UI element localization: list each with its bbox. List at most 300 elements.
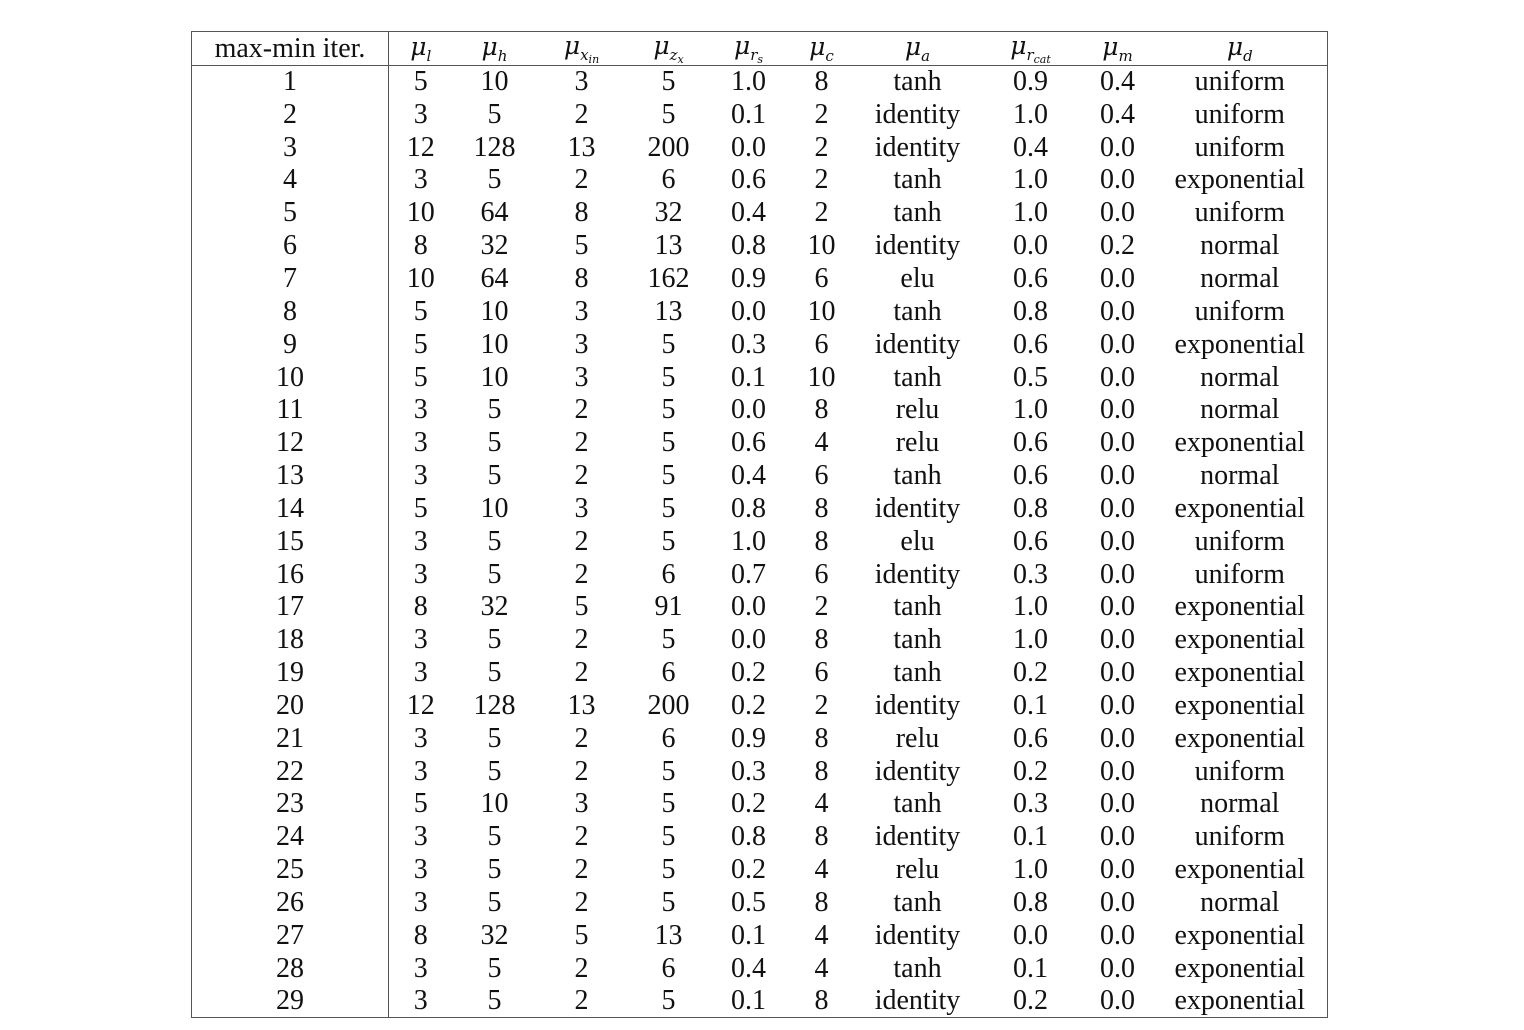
symbol-base: μ xyxy=(653,31,670,60)
table-row xyxy=(192,624,1328,657)
cell-mu-c: 8 xyxy=(814,985,829,1017)
cell-mu-a: identity xyxy=(874,689,961,721)
cell-mu-m: 0.0 xyxy=(1100,492,1135,524)
cell-mu-d: uniform xyxy=(1194,755,1285,787)
cell-mu-a: identity xyxy=(874,492,961,524)
math-symbol xyxy=(1102,32,1133,65)
cell-mu-r-s: 1.0 xyxy=(731,66,766,98)
cell-mu-h: 5 xyxy=(487,558,502,590)
symbol-base: μ xyxy=(481,32,498,61)
math-symbol xyxy=(809,32,834,65)
cell-mu-m: 0.0 xyxy=(1100,985,1135,1017)
cell-mu-l: 3 xyxy=(413,558,428,590)
hyperparameter-table xyxy=(191,31,1328,1018)
cell-mu-r-cat: 0.6 xyxy=(1013,525,1048,557)
symbol-sub-subscript: cat xyxy=(1033,53,1051,66)
cell-mu-c: 8 xyxy=(814,624,829,656)
cell-mu-c: 8 xyxy=(814,722,829,754)
cell-mu-l: 5 xyxy=(413,788,428,820)
cell-mu-l: 3 xyxy=(413,952,428,984)
cell-mu-a: identity xyxy=(874,131,961,163)
cell-mu-c: 10 xyxy=(807,230,836,262)
cell-mu-x-in: 2 xyxy=(574,821,589,853)
cell-mu-a: relu xyxy=(895,722,940,754)
cell-iter: 27 xyxy=(192,919,389,952)
cell-mu-m: 0.0 xyxy=(1100,755,1135,787)
column-header-label: max-min iter. xyxy=(214,32,366,64)
cell-mu-z-x: 5 xyxy=(661,427,676,459)
cell-mu-d: exponential xyxy=(1174,657,1306,689)
cell-mu-r-cat: 0.6 xyxy=(1013,328,1048,360)
cell-mu-h: 10 xyxy=(480,66,509,98)
cell-mu-h: 5 xyxy=(487,657,502,689)
cell-mu-a: tanh xyxy=(893,624,942,656)
cell-iter: 19 xyxy=(192,657,389,690)
cell-mu-z-x: 5 xyxy=(661,755,676,787)
cell-mu-r-cat: 1.0 xyxy=(1013,394,1048,426)
cell-mu-r-cat: 1.0 xyxy=(1013,197,1048,229)
cell-iter: 24 xyxy=(192,821,389,854)
cell-iter: 16 xyxy=(192,558,389,591)
cell-mu-z-x: 91 xyxy=(654,591,683,623)
cell-mu-a: tanh xyxy=(893,591,942,623)
cell-mu-c: 8 xyxy=(814,887,829,919)
cell-mu-a: identity xyxy=(874,821,961,853)
cell-mu-z-x: 13 xyxy=(654,295,683,327)
cell-mu-x-in: 2 xyxy=(574,854,589,886)
cell-mu-l: 12 xyxy=(406,689,435,721)
cell-mu-l: 3 xyxy=(413,755,428,787)
cell-mu-m: 0.0 xyxy=(1100,328,1135,360)
cell-iter: 20 xyxy=(192,690,389,723)
cell-mu-a: identity xyxy=(874,98,961,130)
cell-mu-d: exponential xyxy=(1174,328,1306,360)
symbol-subscript: h xyxy=(497,47,508,65)
table-row xyxy=(192,492,1328,525)
cell-mu-z-x: 6 xyxy=(661,657,676,689)
cell-mu-r-s: 0.1 xyxy=(731,985,766,1017)
table-row xyxy=(192,361,1328,394)
cell-mu-h: 5 xyxy=(487,98,502,130)
cell-mu-z-x: 200 xyxy=(647,131,690,163)
header-row xyxy=(192,32,1328,66)
cell-mu-h: 5 xyxy=(487,952,502,984)
table-row xyxy=(192,131,1328,164)
math-symbol xyxy=(563,31,600,66)
cell-mu-z-x: 5 xyxy=(661,394,676,426)
table-row xyxy=(192,657,1328,690)
cell-mu-m: 0.0 xyxy=(1100,689,1135,721)
cell-mu-m: 0.2 xyxy=(1100,230,1135,262)
cell-mu-h: 10 xyxy=(480,328,509,360)
cell-mu-r-cat: 0.6 xyxy=(1013,262,1048,294)
cell-mu-r-s: 0.2 xyxy=(731,788,766,820)
cell-mu-x-in: 2 xyxy=(574,164,589,196)
cell-mu-d: exponential xyxy=(1174,492,1306,524)
cell-mu-d: uniform xyxy=(1194,821,1285,853)
cell-mu-d: uniform xyxy=(1194,197,1285,229)
cell-mu-m: 0.0 xyxy=(1100,131,1135,163)
cell-mu-z-x: 5 xyxy=(661,525,676,557)
cell-iter: 9 xyxy=(192,328,389,361)
cell-mu-c: 8 xyxy=(814,525,829,557)
cell-mu-x-in: 13 xyxy=(567,131,596,163)
cell-mu-r-s: 0.9 xyxy=(731,722,766,754)
cell-mu-a: tanh xyxy=(893,788,942,820)
cell-iter: 10 xyxy=(192,361,389,394)
cell-mu-r-cat: 0.2 xyxy=(1013,755,1048,787)
column-header-mu-r-s xyxy=(711,32,787,66)
cell-mu-h: 32 xyxy=(480,230,509,262)
cell-mu-h: 5 xyxy=(487,624,502,656)
cell-mu-m: 0.0 xyxy=(1100,854,1135,886)
cell-mu-r-s: 0.4 xyxy=(731,952,766,984)
cell-mu-x-in: 5 xyxy=(574,591,589,623)
cell-mu-l: 3 xyxy=(413,525,428,557)
cell-mu-h: 5 xyxy=(487,722,502,754)
cell-mu-l: 5 xyxy=(413,328,428,360)
cell-mu-a: tanh xyxy=(893,952,942,984)
cell-mu-c: 4 xyxy=(814,427,829,459)
table-row xyxy=(192,66,1328,99)
cell-mu-m: 0.0 xyxy=(1100,558,1135,590)
cell-mu-h: 10 xyxy=(480,295,509,327)
cell-mu-x-in: 3 xyxy=(574,295,589,327)
cell-mu-h: 128 xyxy=(473,131,516,163)
table-row xyxy=(192,230,1328,263)
cell-mu-r-s: 0.1 xyxy=(731,361,766,393)
cell-mu-r-s: 1.0 xyxy=(731,525,766,557)
cell-mu-r-cat: 0.6 xyxy=(1013,722,1048,754)
table-row xyxy=(192,164,1328,197)
symbol-base: μ xyxy=(1226,32,1244,61)
cell-mu-c: 6 xyxy=(814,328,829,360)
column-header-iter xyxy=(192,32,389,66)
cell-iter: 25 xyxy=(192,854,389,887)
cell-mu-z-x: 5 xyxy=(661,460,676,492)
cell-iter: 28 xyxy=(192,952,389,985)
cell-mu-r-cat: 0.6 xyxy=(1013,427,1048,459)
cell-mu-r-s: 0.6 xyxy=(731,427,766,459)
cell-mu-h: 5 xyxy=(487,985,502,1017)
math-symbol xyxy=(1226,32,1253,65)
cell-mu-d: exponential xyxy=(1174,164,1306,196)
column-header-mu-m xyxy=(1083,32,1153,66)
cell-mu-d: uniform xyxy=(1194,558,1285,590)
table-row xyxy=(192,952,1328,985)
cell-iter: 4 xyxy=(192,164,389,197)
cell-mu-z-x: 13 xyxy=(654,230,683,262)
cell-mu-m: 0.0 xyxy=(1100,525,1135,557)
cell-mu-d: uniform xyxy=(1194,525,1285,557)
cell-mu-a: tanh xyxy=(893,197,942,229)
cell-mu-r-cat: 0.6 xyxy=(1013,460,1048,492)
cell-mu-r-s: 0.4 xyxy=(731,197,766,229)
cell-mu-x-in: 2 xyxy=(574,558,589,590)
cell-mu-d: exponential xyxy=(1174,952,1306,984)
cell-mu-h: 5 xyxy=(487,164,502,196)
table-row xyxy=(192,887,1328,920)
cell-mu-z-x: 162 xyxy=(647,262,690,294)
symbol-subscript: x xyxy=(580,46,589,64)
table-row xyxy=(192,460,1328,493)
cell-iter: 29 xyxy=(192,985,389,1018)
cell-mu-z-x: 13 xyxy=(654,919,683,951)
symbol-base: μ xyxy=(1102,32,1119,61)
cell-mu-r-s: 0.1 xyxy=(731,98,766,130)
cell-mu-l: 3 xyxy=(413,985,428,1017)
cell-mu-r-s: 0.0 xyxy=(731,295,766,327)
column-header-mu-r-cat xyxy=(979,32,1083,66)
cell-mu-r-cat: 0.2 xyxy=(1013,657,1048,689)
cell-mu-d: uniform xyxy=(1194,66,1285,98)
cell-mu-z-x: 5 xyxy=(661,66,676,98)
table-row xyxy=(192,525,1328,558)
cell-mu-c: 8 xyxy=(814,755,829,787)
cell-mu-r-cat: 1.0 xyxy=(1013,98,1048,130)
cell-mu-d: uniform xyxy=(1194,295,1285,327)
math-symbol xyxy=(481,32,508,65)
cell-mu-m: 0.0 xyxy=(1100,591,1135,623)
table-row xyxy=(192,558,1328,591)
cell-mu-c: 4 xyxy=(814,854,829,886)
cell-mu-x-in: 2 xyxy=(574,525,589,557)
cell-mu-r-cat: 0.8 xyxy=(1013,295,1048,327)
cell-mu-a: tanh xyxy=(893,460,942,492)
cell-mu-r-s: 0.5 xyxy=(731,887,766,919)
math-symbol xyxy=(904,32,931,65)
cell-mu-d: normal xyxy=(1200,361,1280,393)
cell-mu-l: 5 xyxy=(413,295,428,327)
cell-mu-l: 3 xyxy=(413,821,428,853)
table-row xyxy=(192,919,1328,952)
cell-mu-a: relu xyxy=(895,427,940,459)
cell-mu-d: exponential xyxy=(1174,427,1306,459)
cell-iter: 14 xyxy=(192,492,389,525)
cell-mu-x-in: 3 xyxy=(574,328,589,360)
math-symbol xyxy=(653,31,684,66)
cell-mu-h: 5 xyxy=(487,887,502,919)
cell-mu-a: relu xyxy=(895,394,940,426)
symbol-subscript: r xyxy=(1026,46,1034,64)
cell-mu-m: 0.0 xyxy=(1100,624,1135,656)
cell-mu-c: 8 xyxy=(814,394,829,426)
cell-mu-x-in: 2 xyxy=(574,985,589,1017)
cell-mu-c: 8 xyxy=(814,821,829,853)
cell-iter: 2 xyxy=(192,98,389,131)
cell-mu-r-cat: 0.0 xyxy=(1013,919,1048,951)
cell-mu-x-in: 3 xyxy=(574,492,589,524)
cell-mu-d: exponential xyxy=(1174,722,1306,754)
cell-mu-r-s: 0.0 xyxy=(731,131,766,163)
cell-mu-r-cat: 0.8 xyxy=(1013,492,1048,524)
cell-mu-r-cat: 0.0 xyxy=(1013,230,1048,262)
cell-iter: 15 xyxy=(192,525,389,558)
cell-mu-h: 5 xyxy=(487,525,502,557)
cell-mu-c: 6 xyxy=(814,657,829,689)
cell-mu-z-x: 32 xyxy=(654,197,683,229)
cell-mu-d: uniform xyxy=(1194,131,1285,163)
cell-mu-d: normal xyxy=(1200,887,1280,919)
table-row xyxy=(192,821,1328,854)
cell-mu-r-cat: 0.8 xyxy=(1013,887,1048,919)
cell-mu-l: 3 xyxy=(413,657,428,689)
cell-mu-c: 4 xyxy=(814,919,829,951)
cell-mu-l: 3 xyxy=(413,164,428,196)
cell-mu-l: 3 xyxy=(413,722,428,754)
cell-mu-m: 0.0 xyxy=(1100,821,1135,853)
symbol-subscript: l xyxy=(426,47,432,65)
cell-mu-r-s: 0.2 xyxy=(731,689,766,721)
cell-mu-r-cat: 0.1 xyxy=(1013,952,1048,984)
cell-mu-l: 12 xyxy=(406,131,435,163)
cell-mu-c: 2 xyxy=(814,197,829,229)
cell-mu-a: identity xyxy=(874,755,961,787)
cell-mu-r-s: 0.8 xyxy=(731,821,766,853)
cell-mu-l: 3 xyxy=(413,854,428,886)
table-row xyxy=(192,98,1328,131)
cell-mu-m: 0.4 xyxy=(1100,98,1135,130)
symbol-sub-subscript: s xyxy=(757,53,764,66)
cell-mu-r-cat: 0.4 xyxy=(1013,131,1048,163)
cell-mu-z-x: 5 xyxy=(661,492,676,524)
cell-mu-m: 0.0 xyxy=(1100,788,1135,820)
symbol-subscript: d xyxy=(1243,47,1253,65)
cell-mu-l: 3 xyxy=(413,427,428,459)
cell-mu-m: 0.0 xyxy=(1100,952,1135,984)
cell-mu-h: 32 xyxy=(480,919,509,951)
symbol-subscript: z xyxy=(669,46,678,64)
cell-mu-h: 64 xyxy=(480,197,509,229)
cell-mu-x-in: 2 xyxy=(574,887,589,919)
symbol-subscript: c xyxy=(825,47,834,65)
cell-mu-r-cat: 0.2 xyxy=(1013,985,1048,1017)
cell-mu-h: 5 xyxy=(487,394,502,426)
cell-mu-m: 0.0 xyxy=(1100,887,1135,919)
cell-mu-d: exponential xyxy=(1174,689,1306,721)
cell-mu-r-s: 0.9 xyxy=(731,262,766,294)
cell-mu-a: identity xyxy=(874,919,961,951)
symbol-base: μ xyxy=(563,31,581,60)
symbol-base: μ xyxy=(410,32,427,61)
column-header-mu-l xyxy=(389,32,453,66)
cell-mu-h: 5 xyxy=(487,755,502,787)
cell-mu-d: exponential xyxy=(1174,624,1306,656)
cell-mu-h: 10 xyxy=(480,788,509,820)
cell-mu-z-x: 5 xyxy=(661,887,676,919)
cell-iter: 8 xyxy=(192,295,389,328)
cell-mu-h: 32 xyxy=(480,591,509,623)
cell-mu-d: normal xyxy=(1200,230,1280,262)
cell-mu-c: 10 xyxy=(807,295,836,327)
cell-mu-c: 8 xyxy=(814,66,829,98)
cell-mu-x-in: 2 xyxy=(574,657,589,689)
table-body xyxy=(192,66,1328,1018)
cell-mu-r-s: 0.3 xyxy=(731,755,766,787)
cell-mu-z-x: 5 xyxy=(661,98,676,130)
cell-mu-l: 8 xyxy=(413,591,428,623)
cell-mu-h: 5 xyxy=(487,427,502,459)
cell-mu-c: 2 xyxy=(814,689,829,721)
cell-iter: 18 xyxy=(192,624,389,657)
cell-mu-c: 2 xyxy=(814,98,829,130)
cell-mu-l: 3 xyxy=(413,98,428,130)
cell-mu-l: 10 xyxy=(406,197,435,229)
cell-mu-z-x: 6 xyxy=(661,558,676,590)
cell-mu-l: 8 xyxy=(413,919,428,951)
cell-mu-r-s: 0.6 xyxy=(731,164,766,196)
cell-mu-a: relu xyxy=(895,854,940,886)
cell-mu-l: 8 xyxy=(413,230,428,262)
cell-mu-c: 6 xyxy=(814,558,829,590)
cell-mu-m: 0.0 xyxy=(1100,361,1135,393)
cell-iter: 22 xyxy=(192,755,389,788)
cell-mu-z-x: 6 xyxy=(661,722,676,754)
cell-mu-r-cat: 0.5 xyxy=(1013,361,1048,393)
cell-mu-m: 0.0 xyxy=(1100,460,1135,492)
cell-mu-x-in: 8 xyxy=(574,262,589,294)
cell-mu-a: tanh xyxy=(893,66,942,98)
cell-mu-x-in: 3 xyxy=(574,788,589,820)
cell-mu-c: 8 xyxy=(814,492,829,524)
cell-mu-x-in: 2 xyxy=(574,755,589,787)
math-symbol xyxy=(1010,31,1051,66)
cell-mu-h: 128 xyxy=(473,689,516,721)
cell-mu-d: normal xyxy=(1200,394,1280,426)
cell-mu-z-x: 5 xyxy=(661,361,676,393)
cell-mu-r-cat: 0.1 xyxy=(1013,689,1048,721)
cell-mu-h: 10 xyxy=(480,361,509,393)
cell-mu-x-in: 8 xyxy=(574,197,589,229)
cell-mu-r-cat: 1.0 xyxy=(1013,854,1048,886)
cell-mu-m: 0.0 xyxy=(1100,722,1135,754)
cell-iter: 5 xyxy=(192,197,389,230)
cell-mu-z-x: 5 xyxy=(661,624,676,656)
cell-iter: 6 xyxy=(192,230,389,263)
cell-iter: 23 xyxy=(192,788,389,821)
cell-mu-x-in: 2 xyxy=(574,624,589,656)
cell-mu-c: 10 xyxy=(807,361,836,393)
cell-mu-x-in: 13 xyxy=(567,689,596,721)
symbol-sub-subscript: in xyxy=(588,53,600,66)
cell-mu-x-in: 5 xyxy=(574,230,589,262)
cell-mu-z-x: 5 xyxy=(661,328,676,360)
table-row xyxy=(192,690,1328,723)
cell-mu-r-s: 0.0 xyxy=(731,624,766,656)
cell-mu-a: identity xyxy=(874,985,961,1017)
cell-mu-m: 0.0 xyxy=(1100,164,1135,196)
table-row xyxy=(192,591,1328,624)
cell-mu-r-cat: 1.0 xyxy=(1013,591,1048,623)
table-row xyxy=(192,755,1328,788)
cell-mu-a: identity xyxy=(874,558,961,590)
cell-mu-h: 5 xyxy=(487,460,502,492)
cell-mu-d: uniform xyxy=(1194,98,1285,130)
cell-iter: 13 xyxy=(192,460,389,493)
column-header-mu-h xyxy=(453,32,537,66)
cell-mu-l: 3 xyxy=(413,460,428,492)
cell-mu-x-in: 5 xyxy=(574,919,589,951)
symbol-subscript: a xyxy=(921,47,931,65)
cell-mu-r-s: 0.4 xyxy=(731,460,766,492)
math-symbol xyxy=(733,31,764,66)
table-row xyxy=(192,394,1328,427)
cell-mu-l: 3 xyxy=(413,887,428,919)
table-row xyxy=(192,427,1328,460)
cell-mu-r-cat: 1.0 xyxy=(1013,164,1048,196)
cell-mu-l: 3 xyxy=(413,624,428,656)
cell-mu-r-cat: 0.3 xyxy=(1013,788,1048,820)
